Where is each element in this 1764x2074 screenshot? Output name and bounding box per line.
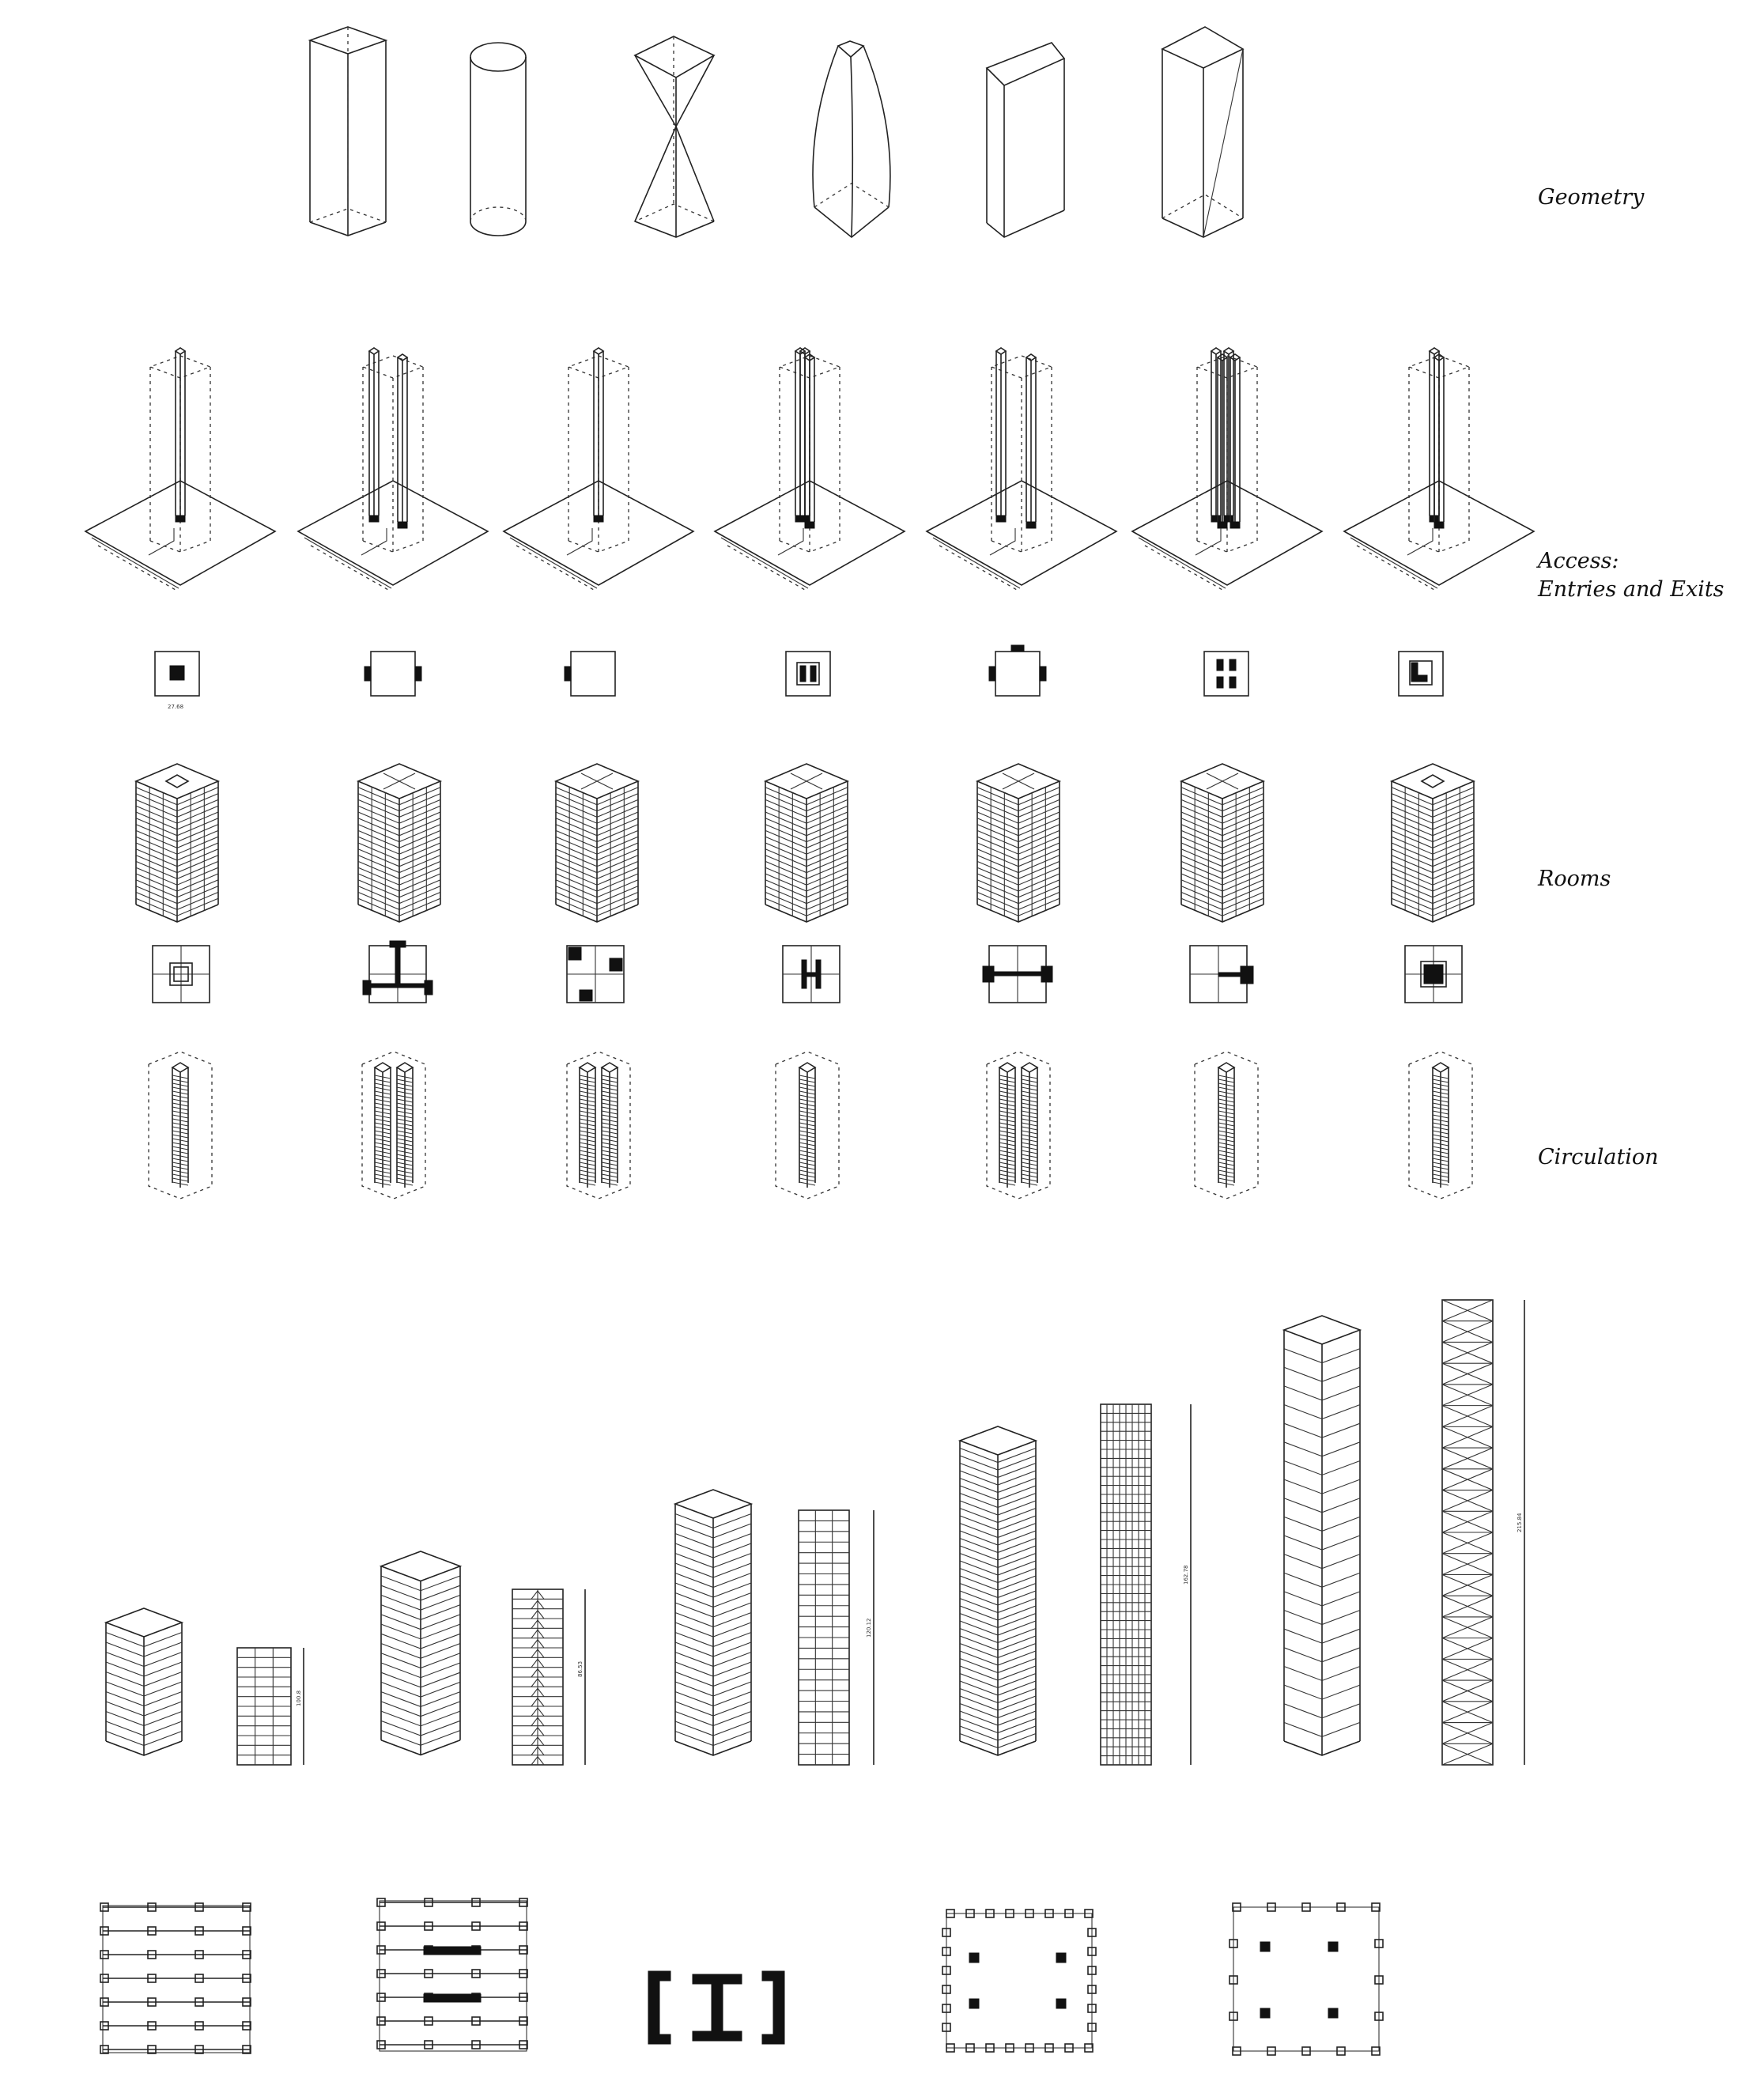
height-tower-1 [106, 1608, 182, 1755]
access-plans-row [155, 645, 1443, 710]
geometry-skewed-prism [1162, 27, 1243, 237]
structure-plan-frame-shear-walls [377, 1898, 527, 2051]
access-row [85, 348, 1534, 590]
rooms-plans-row [153, 941, 1462, 1003]
plan-dim-width: 27.68 [168, 704, 184, 710]
height-tower-3 [675, 1490, 751, 1755]
rooms-plan-6 [1190, 946, 1253, 1003]
height-tower-4 [960, 1426, 1036, 1755]
height-dim-label: 100.8 [296, 1690, 302, 1706]
rooms-plan-3 [567, 946, 624, 1003]
geometry-row [310, 27, 1243, 237]
rooms-plan-5 [983, 946, 1052, 1003]
geometry-label: Geometry [1538, 185, 1645, 210]
circulation-label: Circulation [1538, 1145, 1659, 1169]
rooms-block-6 [1181, 764, 1264, 922]
rooms-block-5 [977, 764, 1060, 922]
circulation-diagram-1 [149, 1052, 212, 1199]
geometry-tapered-spire [813, 41, 890, 237]
access-plan-6 [1204, 652, 1248, 696]
access-diagram-4 [715, 348, 905, 590]
access-plan-4 [786, 652, 830, 696]
rooms-block-2 [358, 764, 440, 922]
circulation-row [149, 1052, 1472, 1199]
access-diagram-5 [927, 348, 1116, 590]
circulation-diagram-6 [1195, 1052, 1258, 1199]
height-dim-label: 120.12 [866, 1618, 872, 1638]
height-dim-label: 162.78 [1183, 1565, 1189, 1585]
height-tower-5 [1284, 1316, 1360, 1755]
access-diagram-1 [85, 348, 275, 590]
height-elevation-3 [799, 1510, 874, 1765]
rooms-row [136, 764, 1474, 922]
circulation-diagram-2 [362, 1052, 425, 1199]
height-dim-label: 86.53 [577, 1660, 584, 1677]
geometry-square-prism [310, 27, 386, 236]
access-plan-1 [155, 652, 199, 710]
access-plan-2 [365, 652, 421, 696]
circulation-diagram-3 [567, 1052, 630, 1199]
geometry-slab [987, 43, 1064, 237]
structure-plan-core-i [648, 1971, 784, 2044]
access-diagram-2 [298, 348, 488, 590]
structure-plan-perimeter-tube [942, 1910, 1096, 2052]
geometry-twisted-prism [635, 36, 714, 237]
rooms-plan-2 [363, 941, 433, 1003]
rooms-plan-1 [153, 946, 210, 1003]
circulation-diagram-4 [776, 1052, 839, 1199]
access-plan-3 [565, 652, 615, 696]
rooms-block-7 [1392, 764, 1474, 922]
access-plan-7 [1399, 652, 1443, 696]
access-diagram-3 [504, 348, 693, 590]
access-diagram-7 [1344, 348, 1534, 590]
circulation-diagram-5 [987, 1052, 1050, 1199]
height-elevation-1 [237, 1648, 304, 1765]
structure-plans-row [100, 1898, 1383, 2055]
height-tower-2 [381, 1551, 460, 1755]
rooms-block-4 [765, 764, 848, 922]
rooms-block-1 [136, 764, 218, 922]
height-elevation-4 [1101, 1404, 1191, 1765]
geometry-cylinder [470, 43, 526, 236]
access-diagram-6 [1132, 348, 1322, 590]
rooms-plan-7 [1405, 946, 1462, 1003]
access-plan-5 [989, 645, 1046, 696]
height-elevation-5 [1442, 1300, 1524, 1765]
rooms-block-3 [556, 764, 638, 922]
structure-heights-row [106, 1300, 1524, 1765]
structure-plan-frame-grid [100, 1903, 251, 2053]
circulation-diagram-7 [1409, 1052, 1472, 1199]
height-dim-label: 215.84 [1517, 1513, 1523, 1532]
rooms-label: Rooms [1538, 867, 1611, 891]
height-elevation-2 [512, 1589, 585, 1765]
structure-plan-tube-columns [1230, 1903, 1383, 2055]
access-label-line2: Entries and Exits [1538, 577, 1724, 602]
rooms-plan-4 [783, 946, 840, 1003]
access-label-line1: Access: [1538, 549, 1619, 573]
